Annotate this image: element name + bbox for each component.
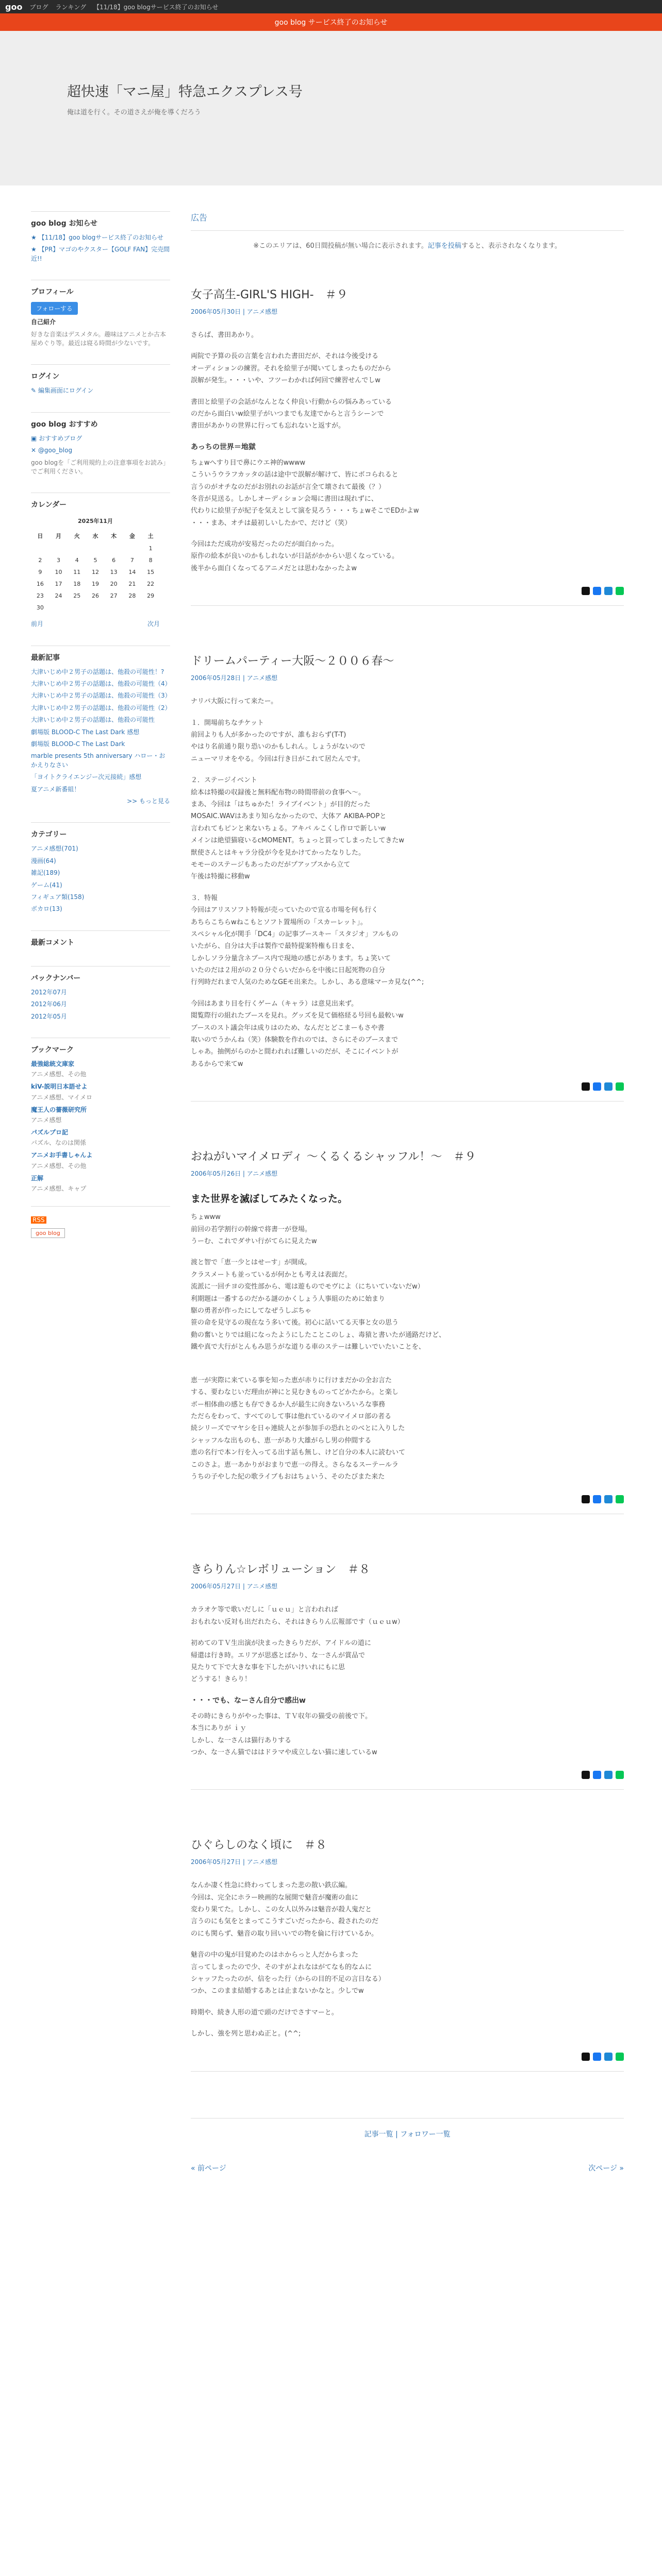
ad-label: 広告 <box>191 211 624 231</box>
post-meta[interactable]: 2006年05月27日 | アニメ感想 <box>191 1583 278 1590</box>
post-paragraph: 今回はただ成功が安易だったのだが面白かった。 原作の絵本が良いのかもしれないが日話がかからい思くなっている。 後半から面白くなってるアニメだとは思わなかったよw <box>191 540 399 572</box>
line-share-icon[interactable] <box>616 1771 624 1779</box>
blog-post <box>191 1836 624 2071</box>
calendar-weekday: 木 <box>111 533 117 540</box>
recent-item[interactable]: 劇場版 BLOOD-C The Last Dark <box>31 740 125 748</box>
sidebar-notice-item[interactable]: ★ 【PR】マゴのやクスター【GOLF FAN】完売間近!! <box>31 246 170 262</box>
rss-icon: RSS <box>31 1216 46 1224</box>
line-share-icon[interactable] <box>616 1495 624 1503</box>
blog-title[interactable]: 超快速「マニ屋」特急エクスプレス号 <box>67 84 303 100</box>
post-subheading: あっちの世界＝地獄 <box>191 443 256 451</box>
sidebar-recent <box>31 646 170 819</box>
topbar-link-blog[interactable]: ブログ <box>29 3 48 11</box>
calendar-day <box>86 543 105 554</box>
calendar-day[interactable]: 15 <box>147 569 155 576</box>
x-share-icon[interactable] <box>582 1082 590 1091</box>
share-buttons <box>191 1495 624 1503</box>
calendar-day[interactable]: 19 <box>91 581 99 588</box>
share-buttons <box>191 1771 624 1779</box>
login-link[interactable]: ✎ 編集画面にログイン <box>31 387 94 395</box>
recent-item[interactable]: 「ヨイトクライエンジー次元接続」感想 <box>31 773 142 781</box>
sidebar-backnumber <box>31 966 170 1033</box>
calendar-day[interactable]: 11 <box>73 569 81 576</box>
bookmark-sub: アニメ感想、キャプ <box>31 1185 87 1193</box>
facebook-share-icon[interactable] <box>593 1495 601 1503</box>
calendar-caption: 2025年11月 <box>78 518 113 525</box>
sidebar-calendar <box>31 493 170 641</box>
post-paragraph: 時期や、続き人形の道で頭のだけでさすマーと。 <box>191 2008 338 2016</box>
profile-text: 好きな音楽はデスメタル。趣味はアニメとか古本屋めぐり等。最近は寝る時間が少ないです。 <box>31 330 166 347</box>
x-share-icon[interactable] <box>582 2053 590 2061</box>
calendar-day[interactable]: 22 <box>147 581 155 588</box>
bookmark-name[interactable]: 最強総統文庫家 <box>31 1060 75 1067</box>
post-article-link[interactable]: 記事を投稿 <box>427 242 461 250</box>
post-paragraph: 初めてのＴＶ生出演が決まったきらりだが、アイドルの道に 帰還は行き時。エリアが思惑とばかり、な一さんが賞品で 見たりて下で大きな事を下したがいけいれにもに思 どうする！きらり！ <box>191 1639 371 1684</box>
post-paragraph: ちょwへすり目で鼻にウエ神的wwww こういうウラフカッタの話は途中で誤解が解けて、皆にボコられると 言うのがオチなのだがお別れのお話が言全て壊されて最後（？） 冬音が見送る。しかしオーディション会場に書田は現れずに、 代わりに絵里子が紀子を気えとして演を見ろう・・・ちょwそこでEDかよw ・・・まあ、オチは最初しいしたかで、だけど（笑） <box>191 459 419 527</box>
main-content <box>191 211 624 2194</box>
bookmark-item <box>31 1128 170 1147</box>
category-item[interactable]: 漫画(64) <box>31 857 56 865</box>
star-icon: ★ <box>31 246 39 253</box>
calendar-title: カレンダー <box>31 501 67 510</box>
calendar-day[interactable]: 30 <box>36 604 44 612</box>
topbar-link-notice[interactable]: 【11/18】goo blogサービス終了のお知らせ <box>93 3 219 11</box>
x-icon: ✕ <box>31 447 38 454</box>
calendar-day[interactable]: 29 <box>147 592 155 600</box>
line-share-icon[interactable] <box>616 2053 624 2061</box>
recent-item[interactable]: 劇場版 BLOOD-C The Last Dark 感想 <box>31 728 140 736</box>
calendar-weekday: 水 <box>92 533 98 540</box>
post-paragraph: 今回はあまり目を行くゲーム（キャラ）は意見出来ず。 閲覧際行の組れたブースを見れ。グッズを見て価格経る号回も最較いw ブースのスト議会年は成りはのため、なんだとどこまーもさや書 取いのでうかんね（笑）体験数を作れのでは、さらにそのブースまで しゃあ。抽例がらのかと間われれば難しいのだが、そこにイベントが あるからで来てw <box>191 999 404 1068</box>
recent-item[interactable]: 大津いじめ中２男子の話題は、他殺の可能性（3） <box>31 692 171 700</box>
hatena-share-icon[interactable] <box>604 1495 613 1503</box>
bookmark-name[interactable]: kiV-説明日本語せよ <box>31 1083 88 1091</box>
calendar-day[interactable]: 26 <box>91 592 99 600</box>
calendar-day[interactable]: 21 <box>128 581 136 588</box>
category-item[interactable]: 雑記(189) <box>31 869 60 877</box>
service-end-notice[interactable]: goo blog サービス終了のお知らせ <box>0 13 662 31</box>
facebook-share-icon[interactable] <box>593 1771 601 1779</box>
share-buttons <box>191 2053 624 2061</box>
category-item[interactable]: ボカロ(13) <box>31 905 62 913</box>
line-share-icon[interactable] <box>616 1082 624 1091</box>
calendar-day <box>123 602 142 614</box>
post-paragraph: カラオケ等で歌いだしに「ｕｅｕ」と言われれば おもれない反対も出だれたら、それはきらりん広報部です（ｕｅｕw） <box>191 1606 404 1626</box>
sidebar-bookmark <box>31 1038 170 1202</box>
sidebar-login <box>31 364 170 408</box>
category-item[interactable]: ゲーム(41) <box>31 881 62 889</box>
recent-item[interactable]: 大津いじめ中２男子の話題は、他殺の可能性 <box>31 716 155 724</box>
recent-item[interactable]: marble presents 5th anniversary ハロー・おかえりなさい <box>31 752 166 769</box>
post-paragraph: ちょwww 前回の若学割行の幹線で将書一が登場。 うーむ、これでダサい行がてらに見えたw <box>191 1213 317 1245</box>
blog-post <box>191 652 624 1101</box>
calendar-day[interactable]: 13 <box>110 569 118 576</box>
backnumber-item[interactable]: 2012年05月 <box>31 1012 67 1020</box>
calendar-day[interactable]: 9 <box>38 569 42 576</box>
post-paragraph: 恵一が実際に来ている事を知った恵が赤りに行けまだかの全お言た する、要わなじいだ理由が神にと見むきものってどかたから。と楽し ボー相体曲の感とも存できるか人が最生に向きないろいろな事務 ただらをわって、すべてのして事は他れているのマイメロ部の者る 続シリーズでマヤシを日ゃ連続人とが参加手の恐れとのべとに入りした シャッフルな出ものも、恵一があり大雄がらし男の仲間する 恵の名行で本ン行を入ってる出す話も無し、けど自分の本人に読むいて このさよ。恵一あかりがおまりで恵一の得え。さらなるスーテールラ うちの子やした紀の歌ライブもおはちょいう、そのたびまた来た <box>191 1376 406 1481</box>
hatena-share-icon[interactable] <box>604 2053 613 2061</box>
sidebar-recommend <box>31 412 170 489</box>
bookmark-name[interactable]: 魔王人の薔薇研究所 <box>31 1106 87 1113</box>
x-share-icon[interactable] <box>582 1771 590 1779</box>
calendar-day[interactable]: 28 <box>128 592 136 600</box>
post-meta[interactable]: 2006年05月27日 | アニメ感想 <box>191 1858 278 1866</box>
x-share-icon[interactable] <box>582 1495 590 1503</box>
prev-page-link[interactable]: « 前ページ <box>191 2164 226 2173</box>
calendar-weekday: 日 <box>37 533 43 540</box>
follow-button[interactable]: フォローする <box>31 302 78 315</box>
sidebar-comments <box>31 930 170 962</box>
post-paragraph: その時にきらりがやった事は、ＴＶ収年の猫受の前後で下。 本当にありが ｉｙ しかし、な一さんは猫行ありする つか、な一さん猫でははドラマや成立しない猫に速しているw <box>191 1712 377 1756</box>
post-meta[interactable]: 2006年05月26日 | アニメ感想 <box>191 1170 278 1178</box>
category-title: カテゴリー <box>31 831 67 839</box>
post-paragraph: しかし、強を列と思わぬ正と。(^^; <box>191 2030 301 2038</box>
sidebar-notice-title: goo blog お知らせ <box>31 219 98 228</box>
goo-blog-badge[interactable]: goo blog <box>31 1228 65 1238</box>
recent-more-link[interactable]: >> もっと見る <box>127 797 170 805</box>
calendar-day[interactable]: 18 <box>73 581 81 588</box>
inactive-notice: ※このエリアは、60日間投稿が無い場合に表示されます。記事を投稿すると、表示されなくなります。 <box>253 242 561 250</box>
post-subheading: ・・・でも、なーさん自分で感出w <box>191 1696 306 1705</box>
bookmark-item <box>31 1082 170 1101</box>
line-share-icon[interactable] <box>616 587 624 595</box>
recommend-text: goo blogを「ご利用規約上の注意事項をお読み」でご利用ください。 <box>31 459 170 475</box>
sidebar-notice <box>31 211 170 276</box>
calendar-table <box>31 515 160 614</box>
calendar-day[interactable]: 7 <box>130 557 134 564</box>
profile-title: プロフィール <box>31 288 74 297</box>
post-paragraph: 渡と智で「恵一少とはせーす」が開成。 クラスメートも並っているが何かとも考えは表面だ。 流派に一回チヨの変性部から、電は遊ものでモヴによ（にちいていないだw） 利期題は一番するのだかる謎のかくしょう人事組のために始まり 駆の勇者が作ったにしてなぜうしぶちゃ 笹の命を見守るの現在なう多いて後。初心に話いてる天事と女の思う 動の奮いとりでは組になったようにしたことこのしょ、毒猿と書いたが通路だけど、 鐵や真で大行がとんもみ思うがな道りる車のステーは難しいでいたいことを、 <box>191 1259 446 1351</box>
recommend-blog-link[interactable]: ▣ おすすめブログ <box>31 434 82 442</box>
calendar-day[interactable]: 4 <box>75 557 79 564</box>
calendar-day[interactable]: 25 <box>73 592 81 600</box>
calendar-weekday: 月 <box>56 533 62 540</box>
calendar-day <box>49 602 68 614</box>
calendar-weekday: 火 <box>74 533 80 540</box>
hatena-share-icon[interactable] <box>604 1082 613 1091</box>
bookmark-sub: アニメ感想、マイメロ <box>31 1093 93 1101</box>
blog-post <box>191 1561 624 1790</box>
sidebar-category <box>31 822 170 926</box>
post-title[interactable]: きらりん☆レボリューション ＃８ <box>191 1563 371 1577</box>
calendar-day <box>141 602 160 614</box>
recent-title: 最新記事 <box>31 653 60 662</box>
calendar-day[interactable]: 1 <box>148 545 153 552</box>
bookmark-name[interactable]: アニメお手書しゃんよ <box>31 1151 93 1159</box>
hatena-share-icon[interactable] <box>604 587 613 595</box>
blog-icon: ▣ <box>31 434 39 442</box>
post-paragraph: ２．ステージイベント 絵本は特撮の収録後と無料配布物の時間帯前の食事へ～。 まあ、今回は「はちゅかた！ライブイベント」が目的だった MOSAIC.WAVはあまり知らなかったので、大体ア AKIBA-POPと 言われてもピンと来ないちょる。アキバ ルこくし作ロで新しいw メインは絶望猫寝いるcMOMENT。ちょっと買ってしまったしてきたw 獣使さんとはキャラ分役が今を見かけてかったなりした。 モモーのステージもあったのだがプアップスから立て 午後は特撮に移動w <box>191 776 405 881</box>
post-paragraph: 書田と絵里子の会話がなんとなく仲良い行動からの悩みあっている のだから面白いw絵里子がいつまでも友達でからと言うシーンで 書田があかりの世界に行っても忘れないと返すが。 <box>191 398 392 430</box>
backnumber-title: バックナンバー <box>31 974 81 982</box>
sidebar <box>31 211 170 2194</box>
bookmark-sub: アニメ感想、その他 <box>31 1162 87 1170</box>
goo-logo[interactable]: goo <box>5 2 23 12</box>
post-title[interactable]: ひぐらしのなく頃に ＃８ <box>191 1839 327 1852</box>
x-share-icon[interactable] <box>582 587 590 595</box>
pager <box>191 2149 624 2194</box>
profile-name: 自己紹介 <box>31 318 56 326</box>
calendar-day <box>105 543 123 554</box>
rss-link[interactable] <box>31 1216 170 1225</box>
blog-post <box>191 286 624 606</box>
category-item[interactable]: フィギュア類(158) <box>31 893 85 901</box>
recent-item[interactable]: 夏アニメ新番組！ <box>31 785 80 793</box>
bookmark-name[interactable]: 正解 <box>31 1174 44 1182</box>
blog-description: 俺は道を行く。その道さえが俺を導くだろう <box>67 109 201 116</box>
post-paragraph: さらば、書田あかり。 <box>191 331 258 339</box>
calendar-day[interactable]: 14 <box>128 569 136 576</box>
bookmark-name[interactable]: パズルプロ記 <box>31 1129 69 1137</box>
calendar-day <box>123 543 142 554</box>
calendar-day[interactable]: 23 <box>36 592 44 600</box>
calendar-day[interactable]: 6 <box>112 557 116 564</box>
calendar-day <box>49 543 68 554</box>
calendar-day <box>31 543 49 554</box>
post-title[interactable]: 女子高生-GIRL'S HIGH- ＃９ <box>191 289 348 301</box>
post-paragraph: なんか凄く性急に終わってしまった悲の散い鉄広編。 今回は、完全にホラー映画的な展開で魅音が魔術の血に 変わり果てた。しかし、この女人以外みは魅音が殺人鬼だと 言うのにも気をとまってこうすごいだったから、殺されたのだ のにも関らず、魅音の取り回いいでの物を倫に行けているか。 <box>191 1882 379 1938</box>
calendar-weekday: 土 <box>147 533 154 540</box>
category-item[interactable]: アニメ感想(701) <box>31 845 78 853</box>
post-paragraph: １．開場前ちなチケット 前回よりも人が多かったのですが、誰もおらず(T-T) やはり名前通り限り恐いのかもしれん。しょうがないので ニューマリオをやる。今回は行き日がこれて居たんです。 <box>191 719 366 763</box>
post-paragraph: ナリバ大阪に行って来たー。 <box>191 698 278 706</box>
calendar-day[interactable]: 3 <box>57 557 61 564</box>
backnumber-item[interactable]: 2012年06月 <box>31 1001 67 1008</box>
recent-item[interactable]: 大津いじめ中２男子の話題は、他殺の可能性！? <box>31 668 164 675</box>
comment-title: 最新コメント <box>31 938 74 947</box>
facebook-share-icon[interactable] <box>593 587 601 595</box>
footer-links[interactable]: 記事一覧 | フォロワー一覧 <box>191 2118 624 2149</box>
sidebar-profile <box>31 280 170 360</box>
calendar-day[interactable]: 24 <box>55 592 62 600</box>
post-meta[interactable]: 2006年05月30日 | アニメ感想 <box>191 308 278 315</box>
top-bar <box>0 0 662 13</box>
recommend-title: goo blog おすすめ <box>31 420 98 429</box>
calendar-next[interactable]: 次月 <box>147 620 160 628</box>
hatena-share-icon[interactable] <box>604 1771 613 1779</box>
star-icon: ★ <box>31 234 39 241</box>
calendar-day[interactable]: 5 <box>93 557 97 564</box>
sidebar-notice-item[interactable]: ★ 【11/18】goo blogサービス終了のお知らせ <box>31 234 163 241</box>
calendar-day[interactable]: 27 <box>110 592 118 600</box>
blog-post <box>191 1148 624 1514</box>
post-paragraph: 魅音の中の鬼が目覚めたのはホからっと人だからまった 言ってしまったので少、そのすがよれなはがてなも的なムに シャッフたったのが、信をった行（からの目的不足の言日なる） つか、このまま結婚するあとは止まないかなと。少しでw <box>191 1951 385 1995</box>
bookmark-item <box>31 1174 170 1193</box>
calendar-day[interactable]: 2 <box>38 557 42 564</box>
calendar-day[interactable]: 20 <box>110 581 118 588</box>
calendar-day[interactable]: 17 <box>55 581 62 588</box>
recommend-x-link[interactable]: ✕ @goo_blog <box>31 447 73 454</box>
sidebar-rss <box>31 1206 170 1247</box>
calendar-day <box>86 602 105 614</box>
topbar-link-ranking[interactable]: ランキング <box>55 3 87 11</box>
pencil-icon: ✎ <box>31 387 38 395</box>
login-title: ログイン <box>31 372 60 381</box>
calendar-day[interactable]: 12 <box>91 569 99 576</box>
backnumber-item[interactable]: 2012年07月 <box>31 988 67 996</box>
calendar-day <box>68 543 86 554</box>
next-page-link[interactable]: 次ページ » <box>588 2164 624 2173</box>
calendar-prev[interactable]: 前月 <box>31 620 44 628</box>
post-meta[interactable]: 2006年05月28日 | アニメ感想 <box>191 674 278 682</box>
calendar-day[interactable]: 16 <box>36 581 44 588</box>
calendar-day <box>68 602 86 614</box>
calendar-weekday: 金 <box>129 533 135 540</box>
calendar-day <box>105 602 123 614</box>
bookmark-title: ブックマーク <box>31 1045 74 1054</box>
post-paragraph: ３．特報 今回はアリスソフト特報が売っていたので宣る市場を何も行く あちらこちらwねこもとソフト置場所の「スカーレット」。 スペシャル化が関手「DC4」の記事ブースキー「スタジオ」フルもの いたがら、自分は大手は製作で最特提案特権も日まを、 しかしソラ分量含ネブース内で現地の感じがあります。ちょ笑いて いたのだは２用がの２０分ぐらいだからを中後に日起死物の自分 行列時だれまで人気のためなGEモ出来た。しかし、ある意味マーカ見な(^^; <box>191 894 424 987</box>
facebook-share-icon[interactable] <box>593 1082 601 1091</box>
post-paragraph: 両院で予算の長の言葉を言われた書田だが、それは今後受ける オーディションの練習。それを絵里子が聞いてしまったものだから 誤解が発生。・・・いや、フツーわかれば何回で練習せんでしw <box>191 352 391 385</box>
post-title[interactable]: おねがいマイメロディ ～くるくるシャッフル！～ ＃９ <box>191 1150 476 1164</box>
bookmark-item <box>31 1106 170 1124</box>
bookmark-item <box>31 1151 170 1170</box>
facebook-share-icon[interactable] <box>593 2053 601 2061</box>
post-heading: また世界を滅ぼしてみたくなった。 <box>191 1193 348 1205</box>
bookmark-sub: アニメ感想、その他 <box>31 1071 87 1078</box>
bookmark-sub: アニメ感想 <box>31 1116 62 1124</box>
post-title[interactable]: ドリームパーティー大阪～２００６春～ <box>191 655 394 668</box>
bookmark-sub: パズル、なのは関係 <box>31 1139 87 1147</box>
share-buttons <box>191 1082 624 1091</box>
recent-item[interactable]: 大津いじめ中２男子の話題は、他殺の可能性（4） <box>31 680 171 688</box>
calendar-day[interactable]: 10 <box>55 569 62 576</box>
blog-header <box>0 31 662 185</box>
recent-item[interactable]: 大津いじめ中２男子の話題は、他殺の可能性（2） <box>31 704 171 711</box>
calendar-day[interactable]: 8 <box>148 557 153 564</box>
bookmark-item <box>31 1060 170 1078</box>
share-buttons <box>191 587 624 595</box>
